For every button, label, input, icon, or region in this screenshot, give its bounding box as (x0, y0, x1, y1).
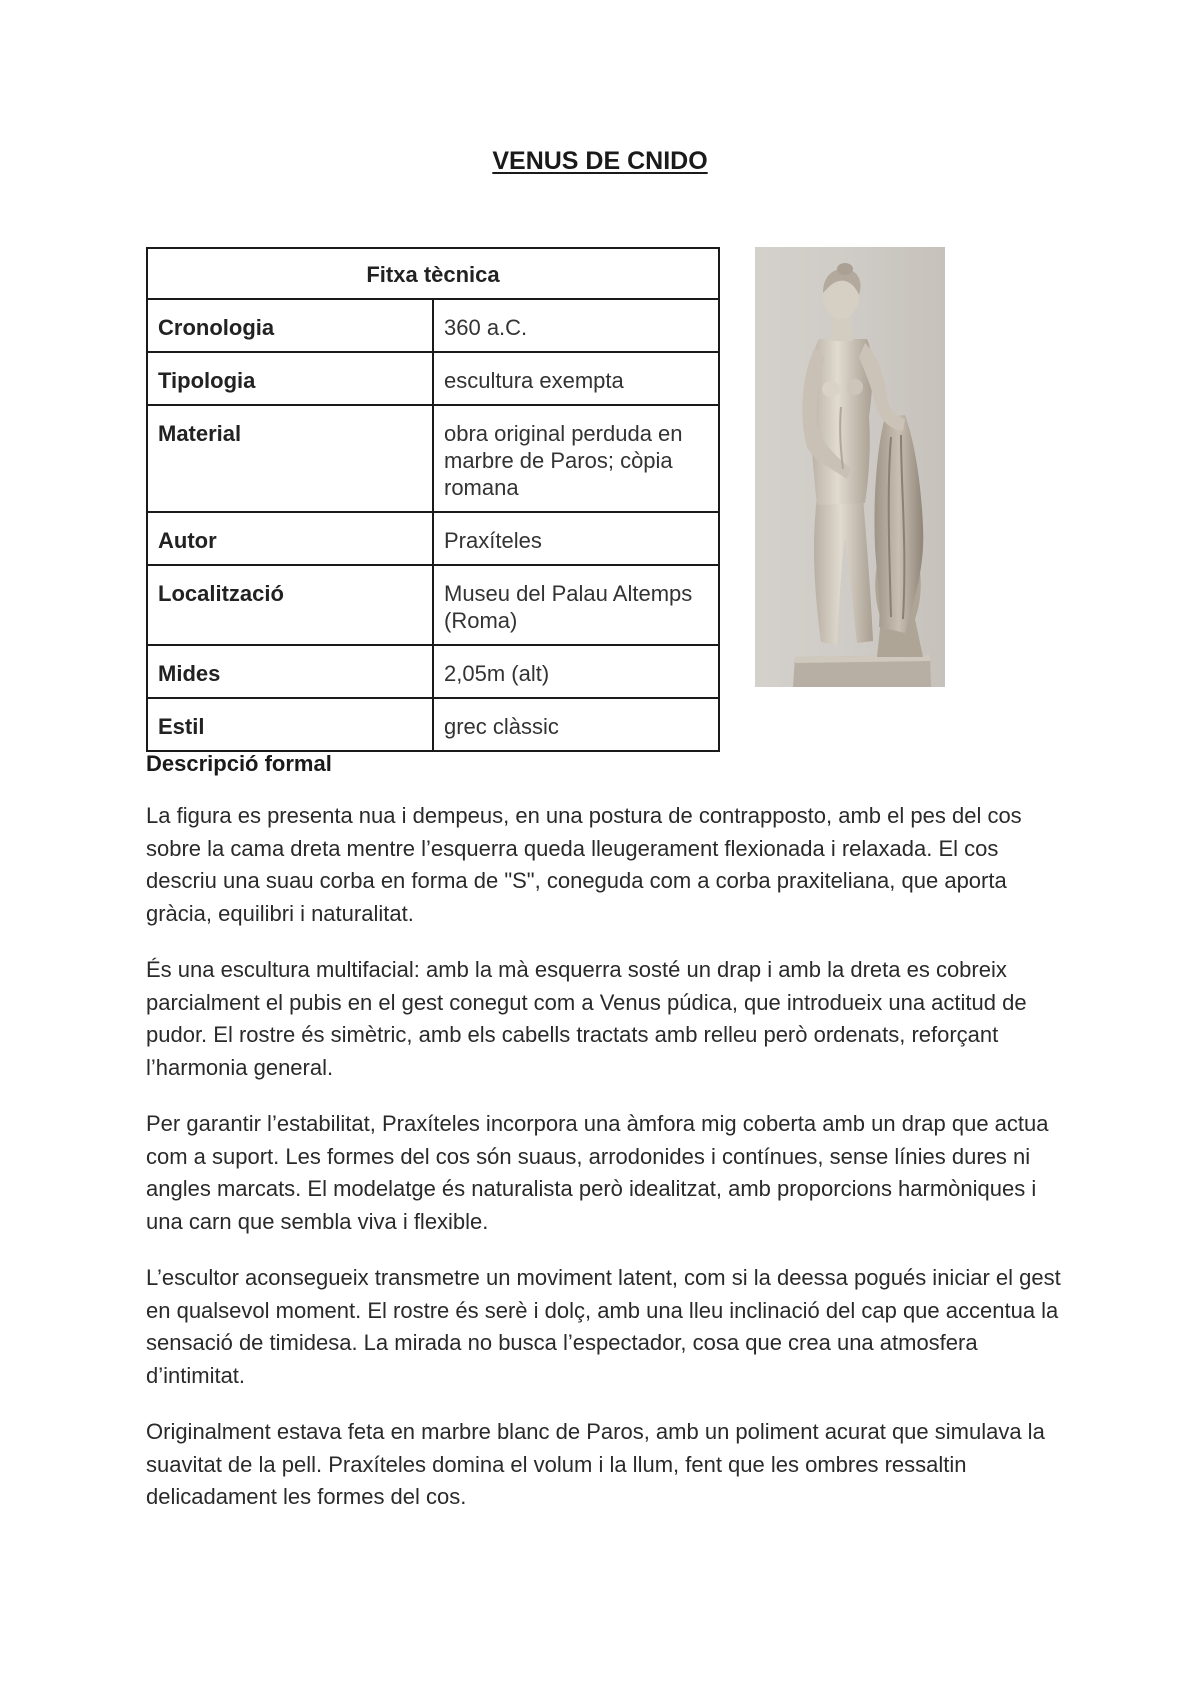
table-row (147, 698, 719, 751)
paragraph: Originalment estava feta en marbre blanc de Paros, amb un poliment acurat que simulava la suavitat de la pell. Praxíteles domina el volum i la llum, fent que les ombres ressaltin delicadament les formes del cos. (146, 1419, 1045, 1509)
row-value-location: Museu del Palau Altemps (Roma) (433, 565, 719, 645)
row-value-material: obra original perduda en marbre de Paros; còpia romana (433, 405, 719, 512)
table-row (147, 565, 719, 645)
table-row (147, 299, 719, 352)
row-label-location: Localització (147, 565, 433, 645)
row-label-size: Mides (147, 645, 433, 698)
formal-description-section (146, 748, 1066, 1538)
paragraph: Per garantir l’estabilitat, Praxíteles incorpora una àmfora mig coberta amb un drap que actua com a suport. Les formes del cos són suaus, arrodonides i contínues, sense línies dures ni angles marcats. El modelatge és naturalista però idealitzat, amb proporcions harmòniques i una carn que sembla viva i flexible. (146, 1111, 1049, 1234)
technical-sheet-header-row (147, 248, 719, 299)
table-row (147, 512, 719, 565)
document-title: VENUS DE CNIDO (492, 147, 708, 175)
section-heading: Descripció formal (146, 751, 332, 776)
technical-sheet-heading: Fitxa tècnica (147, 248, 719, 299)
row-value-style: grec clàssic (433, 698, 719, 751)
paragraph: L’escultor aconsegueix transmetre un moviment latent, com si la deessa pogués iniciar el gest en qualsevol moment. El rostre és serè i dolç, amb una lleu inclinació del cap que accentua la sensació de timidesa. La mirada no busca l’espectador, cosa que crea una atmosfera d’intimitat. (146, 1265, 1061, 1388)
row-value-author: Praxíteles (433, 512, 719, 565)
row-label-chronology: Cronologia (147, 299, 433, 352)
row-label-author: Autor (147, 512, 433, 565)
venus-statue-photo (755, 247, 945, 687)
paragraph: És una escultura multifacial: amb la mà esquerra sosté un drap i amb la dreta es cobreix parcialment el pubis en el gest conegut com a Venus púdica, que introdueix una actitud de pudor. El rostre és simètric, amb els cabells tractats amb relleu però ordenats, reforçant l’harmonia general. (146, 957, 1027, 1080)
row-value-typology: escultura exempta (433, 352, 719, 405)
row-label-style: Estil (147, 698, 433, 751)
technical-sheet-table (146, 247, 720, 752)
table-row (147, 352, 719, 405)
row-value-size: 2,05m (alt) (433, 645, 719, 698)
table-row (147, 645, 719, 698)
row-label-material: Material (147, 405, 433, 512)
row-value-chronology: 360 a.C. (433, 299, 719, 352)
row-label-typology: Tipologia (147, 352, 433, 405)
table-row (147, 405, 719, 512)
paragraph: La figura es presenta nua i dempeus, en una postura de contrapposto, amb el pes del cos sobre la cama dreta mentre l’esquerra queda lleugerament flexionada i relaxada. El cos descriu una suau corba en forma de "S", coneguda com a corba praxiteliana, que aporta gràcia, equilibri i naturalitat. (146, 803, 1022, 926)
